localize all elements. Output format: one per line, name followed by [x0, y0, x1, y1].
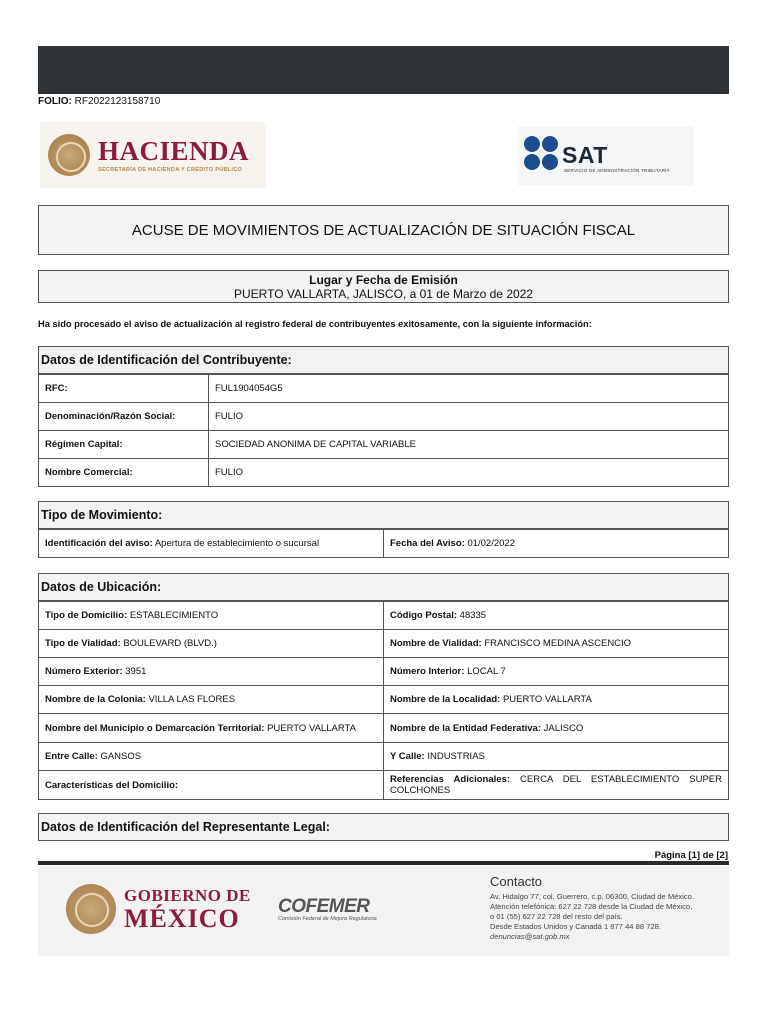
field-value: INDUSTRIAS	[427, 751, 485, 762]
codigo-postal-cell	[384, 602, 729, 630]
field-label: Nombre de la Colonia:	[45, 694, 146, 705]
section-identificacion	[38, 346, 729, 487]
y-calle-cell	[384, 743, 729, 771]
mexico-seal-icon	[66, 884, 116, 934]
aviso-cell	[39, 530, 384, 558]
field-label: Y Calle:	[390, 751, 425, 762]
lugar-heading: Lugar y Fecha de Emisión	[309, 273, 458, 287]
contacto-line: o 01 (55) 627 22 728 del resto del país.	[490, 912, 623, 921]
table-row	[39, 530, 729, 558]
intro-text: Ha sido procesado el aviso de actualización al registro federal de contribuyentes exitosamente, con la siguiente información:	[38, 319, 592, 329]
field-value: LOCAL 7	[467, 666, 506, 677]
section-heading: Tipo de Movimiento:	[38, 501, 729, 529]
entidad-federativa-cell	[384, 714, 729, 743]
field-value: BOULEVARD (BLVD.)	[123, 638, 217, 649]
table-row	[39, 658, 729, 686]
cofemer-subtitle: Comisión Federal de Mejora Regulatoria	[278, 916, 377, 922]
table-row	[39, 686, 729, 714]
fecha-aviso-cell	[384, 530, 729, 558]
section-heading: Datos de Identificación del Representante Legal:	[38, 813, 729, 841]
field-label: Entre Calle:	[45, 751, 98, 762]
lugar-fecha-box	[38, 270, 729, 303]
section-heading: Datos de Ubicación:	[38, 573, 729, 601]
table-row	[39, 630, 729, 658]
field-label: Nombre de la Localidad:	[390, 694, 501, 705]
field-label: Nombre del Municipio o Demarcación Territorial:	[45, 722, 265, 734]
hacienda-subtitle: SECRETARÍA DE HACIENDA Y CRÉDITO PÚBLICO	[98, 167, 243, 173]
hacienda-wordmark: HACIENDA	[98, 136, 250, 166]
section-ubicacion	[38, 573, 729, 800]
section-representante	[38, 813, 729, 841]
regimen-value: SOCIEDAD ANONIMA DE CAPITAL VARIABLE	[209, 431, 729, 459]
field-value: GANSOS	[100, 751, 142, 762]
field-value: PUERTO VALLARTA	[267, 722, 356, 734]
footer-divider	[38, 861, 729, 865]
table-row	[39, 602, 729, 630]
lugar-value: PUERTO VALLARTA, JALISCO, a 01 de Marzo de 2022	[233, 287, 534, 301]
folio-label: FOLIO:	[38, 96, 72, 107]
localidad-cell	[384, 686, 729, 714]
gobierno-wordmark: GOBIERNO DE	[124, 886, 251, 905]
numero-interior-cell	[384, 658, 729, 686]
mexico-wordmark: MÉXICO	[124, 904, 240, 933]
sat-dots-icon	[524, 136, 560, 172]
fecha-aviso-value: 01/02/2022	[467, 538, 515, 549]
field-label: Tipo de Domicilio:	[45, 610, 128, 621]
field-label: Número Exterior:	[45, 666, 123, 677]
fecha-aviso-label: Fecha del Aviso:	[390, 538, 465, 549]
sat-wordmark: SAT	[562, 142, 608, 168]
movimiento-table	[38, 529, 729, 558]
entre-calle-cell	[39, 743, 384, 771]
rfc-label: RFC:	[39, 375, 209, 403]
nombre-comercial-label: Nombre Comercial:	[39, 459, 209, 487]
caracteristicas-cell	[39, 771, 384, 800]
tipo-domicilio-cell	[39, 602, 384, 630]
cofemer-wordmark: COFEMER	[278, 896, 370, 917]
table-row	[39, 459, 729, 487]
aviso-label: Identificación del aviso:	[45, 538, 153, 549]
contacto-block	[490, 874, 694, 942]
table-row	[39, 375, 729, 403]
field-value: JALISCO	[543, 722, 584, 734]
table-row	[39, 714, 729, 743]
sat-subtitle: SERVICIO DE ADMINISTRACIÓN TRIBUTARIA	[564, 168, 670, 173]
field-value: 48335	[459, 610, 487, 621]
contacto-line: Desde Estados Unidos y Canadá 1 877 44 88 728.	[490, 922, 661, 931]
field-value: 3951	[125, 666, 147, 677]
field-label: Referencias Adicionales:	[390, 774, 511, 785]
field-value: ESTABLECIMIENTO	[129, 610, 219, 621]
cofemer-logo	[278, 896, 377, 922]
field-value: PUERTO VALLARTA	[502, 694, 592, 705]
footer	[38, 866, 729, 956]
hacienda-logo	[40, 122, 266, 188]
field-value: CERCA DEL ESTABLECIMIENTO SUPER COLCHONES	[390, 774, 722, 796]
regimen-label: Régimen Capital:	[39, 431, 209, 459]
contacto-heading: Contacto	[490, 874, 543, 889]
contacto-email-link[interactable]: denuncias@sat.gob.mx	[490, 932, 570, 941]
field-label: Características del Domicilio:	[45, 779, 179, 791]
field-label: Tipo de Vialidad:	[45, 638, 121, 649]
field-value: FRANCISCO MEDINA ASCENCIO	[484, 638, 632, 649]
field-label: Nombre de la Entidad Federativa:	[390, 722, 541, 734]
section-movimiento	[38, 501, 729, 558]
municipio-cell	[39, 714, 384, 743]
tipo-vialidad-cell	[39, 630, 384, 658]
identificacion-table	[38, 374, 729, 487]
page-number: Página [1] de [2]	[654, 850, 728, 861]
contacto-line: Av. Hidalgo 77, col. Guerrero, c.p. 06300, Ciudad de México.	[490, 892, 695, 901]
field-label: Código Postal:	[390, 610, 458, 621]
rfc-value: FUL1904054G5	[209, 375, 729, 403]
folio-value: RF2022123158710	[74, 96, 161, 107]
folio	[38, 96, 160, 107]
section-heading: Datos de Identificación del Contribuyente:	[38, 346, 729, 374]
document-title: ACUSE DE MOVIMIENTOS DE ACTUALIZACIÓN DE SITUACIÓN FISCAL	[38, 205, 729, 255]
nombre-vialidad-cell	[384, 630, 729, 658]
contacto-line: Atención telefónica: 627 22 728 desde la Ciudad de México,	[490, 902, 693, 911]
razon-social-label: Denominación/Razón Social:	[39, 403, 209, 431]
mexico-seal-icon	[48, 134, 90, 176]
header-bar	[38, 46, 729, 94]
field-label: Nombre de Vialidad:	[390, 638, 482, 649]
table-row	[39, 743, 729, 771]
field-label: Número Interior:	[390, 666, 465, 677]
nombre-comercial-value: FULIO	[209, 459, 729, 487]
sat-logo	[518, 126, 694, 186]
table-row	[39, 403, 729, 431]
table-row	[39, 771, 729, 800]
razon-social-value: FULIO	[209, 403, 729, 431]
aviso-value: Apertura de establecimiento o sucursal	[154, 538, 320, 549]
colonia-cell	[39, 686, 384, 714]
referencias-cell	[384, 771, 729, 800]
field-value: VILLA LAS FLORES	[148, 694, 236, 705]
numero-exterior-cell	[39, 658, 384, 686]
ubicacion-table	[38, 601, 729, 800]
table-row	[39, 431, 729, 459]
